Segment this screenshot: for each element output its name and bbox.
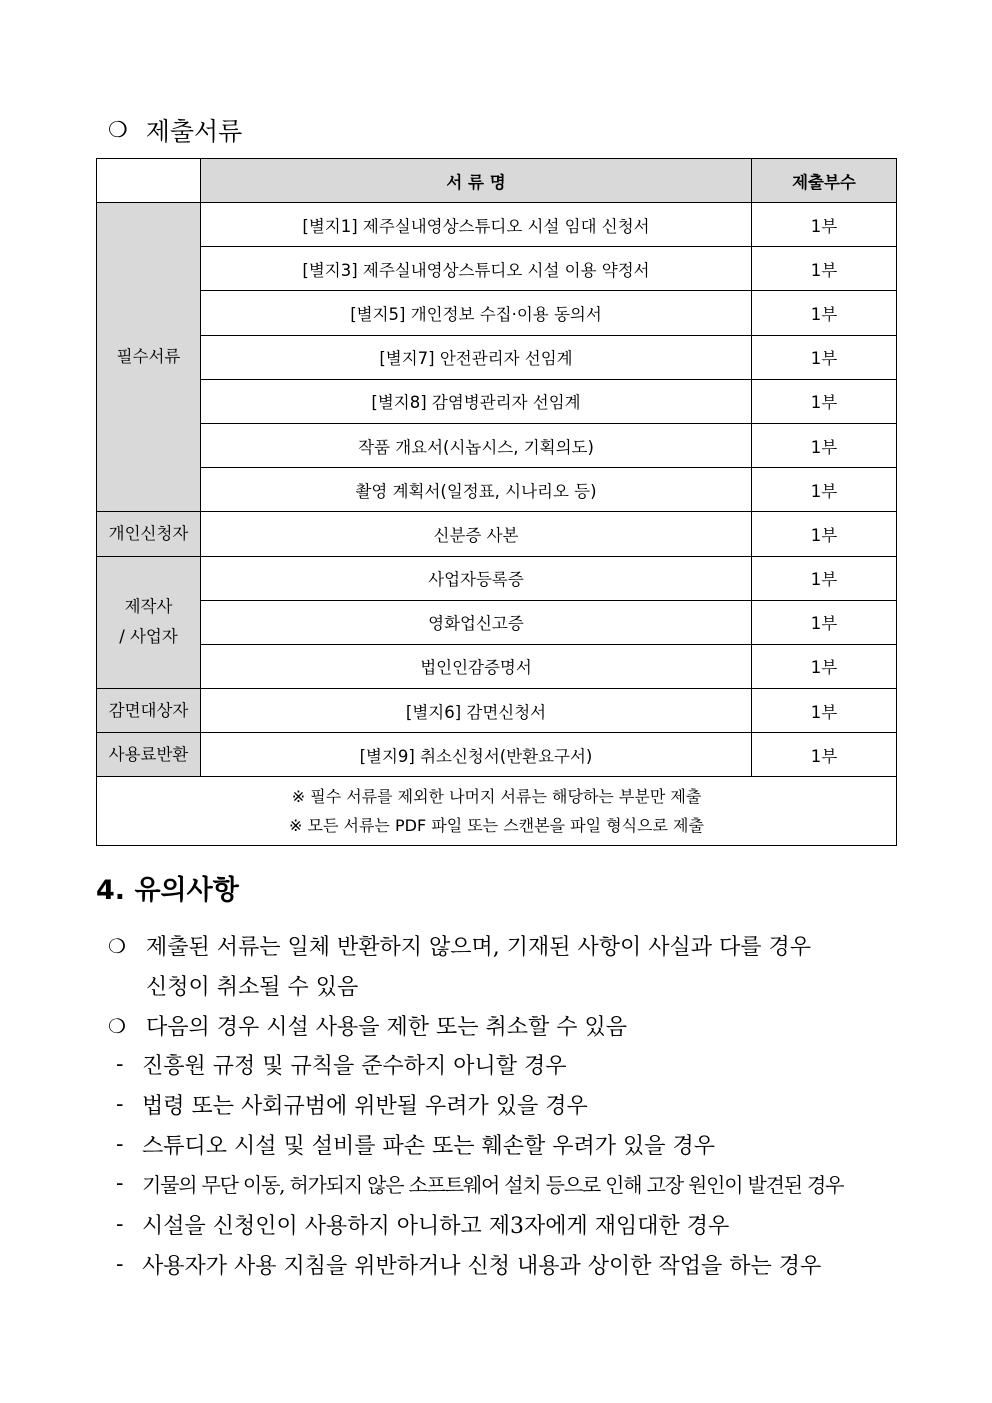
notice-text: 사용자가 사용 지침을 위반하거나 신청 내용과 상이한 작업을 하는 경우: [142, 1254, 822, 1279]
notice-text: 신청이 취소될 수 있음: [146, 975, 359, 1000]
notice-line: [104, 1089, 588, 1120]
table-header-row: [97, 159, 897, 203]
notice-line: [108, 970, 358, 1001]
table-note: ※ 모든 서류는 PDF 파일 또는 스캔본을 파일 형식으로 제출: [289, 816, 704, 836]
notice-text: 진흥원 규정 및 규칙을 준수하지 아니할 경우: [142, 1054, 567, 1079]
table-row: [97, 733, 897, 777]
copies-cell: 1부: [752, 468, 897, 512]
table-row: [97, 335, 897, 379]
table-row: [97, 644, 897, 688]
copies-cell: 1부: [752, 644, 897, 688]
notice-text: 법령 또는 사회규범에 위반될 우려가 있을 경우: [142, 1094, 588, 1119]
copies-cell: 1부: [752, 689, 897, 733]
document-name-cell: [별지5] 개인정보 수집·이용 동의서: [201, 291, 752, 335]
dash-bullet: -: [116, 1092, 124, 1117]
table-row: [97, 247, 897, 291]
table-row: [97, 556, 897, 600]
circle-bullet-icon: ❍: [108, 117, 128, 143]
copies-cell: 1부: [752, 291, 897, 335]
dash-bullet: -: [116, 1171, 124, 1196]
document-name-cell: 영화업신고증: [201, 600, 752, 644]
copies-cell: 1부: [752, 733, 897, 777]
document-name-cell: 사업자등록증: [201, 556, 752, 600]
table-row: [97, 600, 897, 644]
notice-line: [104, 1169, 843, 1198]
dash-bullet: -: [116, 1212, 124, 1237]
document-name-cell: 촬영 계획서(일정표, 시나리오 등): [201, 468, 752, 512]
document-name-cell: [별지9] 취소신청서(반환요구서): [201, 733, 752, 777]
notice-text: 스튜디오 시설 및 설비를 파손 또는 훼손할 우려가 있을 경우: [142, 1134, 715, 1159]
notice-line: [104, 1209, 729, 1240]
document-name-cell: 법인인감증명서: [201, 644, 752, 688]
document-name-cell: [별지6] 감면신청서: [201, 689, 752, 733]
document-name-cell: 작품 개요서(시놉시스, 기획의도): [201, 423, 752, 467]
notice-text: 기물의 무단 이동, 허가되지 않은 소프트웨어 설치 등으로 인해 고장 원인이 발견된 경우: [142, 1173, 844, 1197]
header-copies-cell: 제출부수: [752, 159, 897, 203]
copies-cell: 1부: [752, 335, 897, 379]
notice-text: 다음의 경우 시설 사용을 제한 또는 취소할 수 있음: [146, 1015, 627, 1040]
table-row: [97, 423, 897, 467]
notice-text: 제출된 서류는 일체 반환하지 않으며, 기재된 사항이 사실과 다를 경우: [146, 935, 811, 960]
table-notes-row: [97, 777, 897, 846]
notice-line: [108, 930, 811, 961]
category-cell: [97, 512, 201, 556]
category-label: 개인신청자: [108, 523, 189, 543]
category-label: 필수서류: [116, 347, 181, 367]
category-cell: [97, 203, 201, 512]
copies-cell: 1부: [752, 512, 897, 556]
table-row: [97, 512, 897, 556]
document-name-cell: 신분증 사본: [201, 512, 752, 556]
circle-bullet-icon: ❍: [108, 933, 126, 958]
section-title: 제출서류: [145, 117, 243, 146]
category-cell: [97, 689, 201, 733]
document-name-cell: [별지3] 제주실내영상스튜디오 시설 이용 약정서: [201, 247, 752, 291]
document-name-cell: [별지8] 감염병관리자 선임계: [201, 379, 752, 423]
category-cell: [97, 733, 201, 777]
table-row: [97, 203, 897, 247]
copies-cell: 1부: [752, 423, 897, 467]
copies-cell: 1부: [752, 600, 897, 644]
notice-line: [104, 1129, 715, 1160]
header-blank-cell: [97, 159, 201, 203]
notice-line: [104, 1049, 567, 1080]
category-label: 제작사: [124, 597, 173, 617]
copies-cell: 1부: [752, 203, 897, 247]
documents-table: [96, 158, 897, 846]
notes-cell: [97, 777, 897, 846]
table-note: ※ 필수 서류를 제외한 나머지 서류는 해당하는 부분만 제출: [291, 787, 702, 807]
category-label: 사용료반환: [108, 744, 189, 764]
category-label: 감면대상자: [108, 700, 189, 720]
copies-cell: 1부: [752, 247, 897, 291]
section4-title: 4. 유의사항: [96, 875, 239, 906]
section-heading: [108, 112, 242, 148]
category-label: / 사업자: [119, 627, 178, 647]
table-row: [97, 689, 897, 733]
notice-text: 시설을 신청인이 사용하지 아니하고 제3자에게 재임대한 경우: [142, 1214, 730, 1239]
table-row: [97, 291, 897, 335]
document-name-cell: [별지1] 제주실내영상스튜디오 시설 임대 신청서: [201, 203, 752, 247]
header-name-cell: 서 류 명: [201, 159, 752, 203]
dash-bullet: -: [116, 1052, 124, 1077]
dash-bullet: -: [116, 1252, 124, 1277]
notice-line: [104, 1249, 821, 1280]
table-row: [97, 379, 897, 423]
copies-cell: 1부: [752, 556, 897, 600]
category-cell: [97, 556, 201, 689]
table-row: [97, 468, 897, 512]
document-name-cell: [별지7] 안전관리자 선임계: [201, 335, 752, 379]
circle-bullet-icon: ❍: [108, 1013, 126, 1038]
copies-cell: 1부: [752, 379, 897, 423]
dash-bullet: -: [116, 1132, 124, 1157]
notice-line: [108, 1010, 627, 1041]
